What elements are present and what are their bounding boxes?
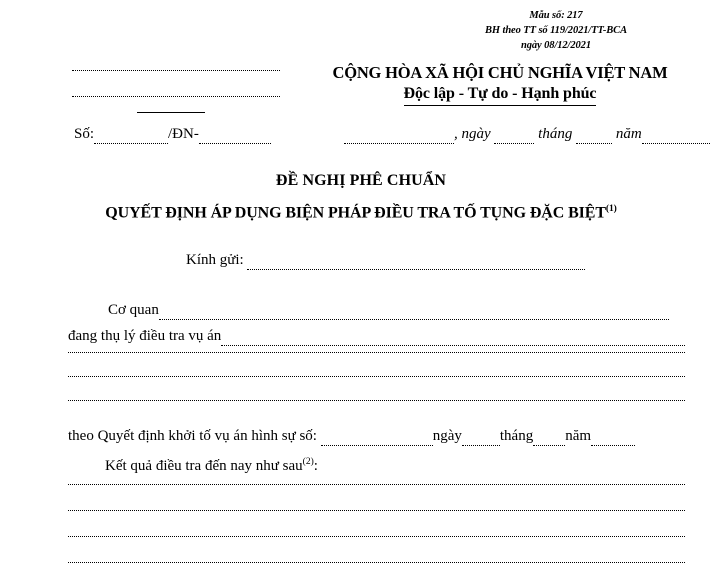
blank-line-1[interactable]: [68, 352, 685, 353]
body-agency-label: Cơ quan: [108, 302, 159, 318]
document-title-line-2-text: QUYẾT ĐỊNH ÁP DỤNG BIỆN PHÁP ĐIỀU TRA TỐ TỤNG ĐẶC BIỆT: [105, 204, 606, 222]
body-handling-input[interactable]: [221, 334, 685, 346]
title-footnote-marker: (1): [605, 204, 617, 214]
day-label: ngày: [461, 126, 491, 142]
form-code-circular: BH theo TT số 119/2021/TT-BCA: [485, 25, 627, 36]
agency-name-blank-line-1[interactable]: [72, 70, 280, 71]
document-number-suffix-input[interactable]: [199, 132, 271, 144]
form-code-block: [426, 8, 686, 53]
place-input[interactable]: [344, 132, 454, 144]
body-handling-line: [68, 326, 685, 346]
decision-month-input[interactable]: [533, 434, 565, 446]
decision-number-input[interactable]: [321, 434, 433, 446]
decision-year-input[interactable]: [591, 434, 635, 446]
day-input[interactable]: [494, 132, 534, 144]
blank-line-3[interactable]: [68, 536, 685, 537]
form-code-date: ngày 08/12/2021: [521, 40, 591, 51]
document-number-input[interactable]: [94, 132, 168, 144]
body-agency-input[interactable]: [159, 308, 669, 320]
criminal-case-decision-line: [68, 426, 635, 446]
document-number-line: [74, 124, 271, 144]
national-heading: [300, 62, 700, 106]
blank-line-2[interactable]: [68, 510, 685, 511]
investigation-result-line: [105, 452, 318, 476]
decision-year-label: năm: [565, 428, 592, 444]
document-number-label: Số:: [74, 126, 95, 142]
blank-line-3[interactable]: [68, 400, 685, 401]
document-title-line-1: ĐỀ NGHỊ PHÊ CHUẨN: [275, 172, 447, 189]
agency-name-blank-line-2[interactable]: [72, 96, 280, 97]
document-number-separator: /ĐN-: [168, 126, 199, 142]
result-label: Kết quả điều tra đến nay như sau: [105, 458, 303, 474]
decision-day-input[interactable]: [462, 434, 500, 446]
form-code-number: Mẫu số: 217: [529, 10, 583, 21]
year-input[interactable]: [642, 132, 710, 144]
decision-day-label: ngày: [432, 428, 462, 444]
country-name: CỘNG HÒA XÃ HỘI CHỦ NGHĨA VIỆT NAM: [332, 63, 668, 82]
result-footnote-marker: (2): [302, 457, 314, 467]
blank-line-2[interactable]: [68, 376, 685, 377]
place-date-line: [344, 124, 710, 144]
body-handling-label: đang thụ lý điều tra vụ án: [68, 328, 222, 344]
national-motto: Độc lập - Tự do - Hạnh phúc: [404, 83, 597, 106]
month-input[interactable]: [576, 132, 612, 144]
recipient-label: Kính gửi:: [186, 252, 244, 268]
place-comma: ,: [454, 126, 458, 142]
blank-line-1[interactable]: [68, 484, 685, 485]
body-agency-line: [108, 300, 669, 320]
recipient-input[interactable]: [247, 258, 585, 270]
decision-month-label: tháng: [499, 428, 534, 444]
recipient-line: [186, 250, 585, 270]
year-label: năm: [615, 126, 642, 142]
decision-label: theo Quyết định khởi tố vụ án hình sự số:: [68, 428, 317, 444]
month-label: tháng: [538, 126, 573, 142]
result-colon: :: [313, 458, 318, 474]
blank-line-4[interactable]: [68, 562, 685, 563]
document-title-line-2: [0, 198, 722, 224]
agency-divider-rule: [137, 112, 205, 113]
